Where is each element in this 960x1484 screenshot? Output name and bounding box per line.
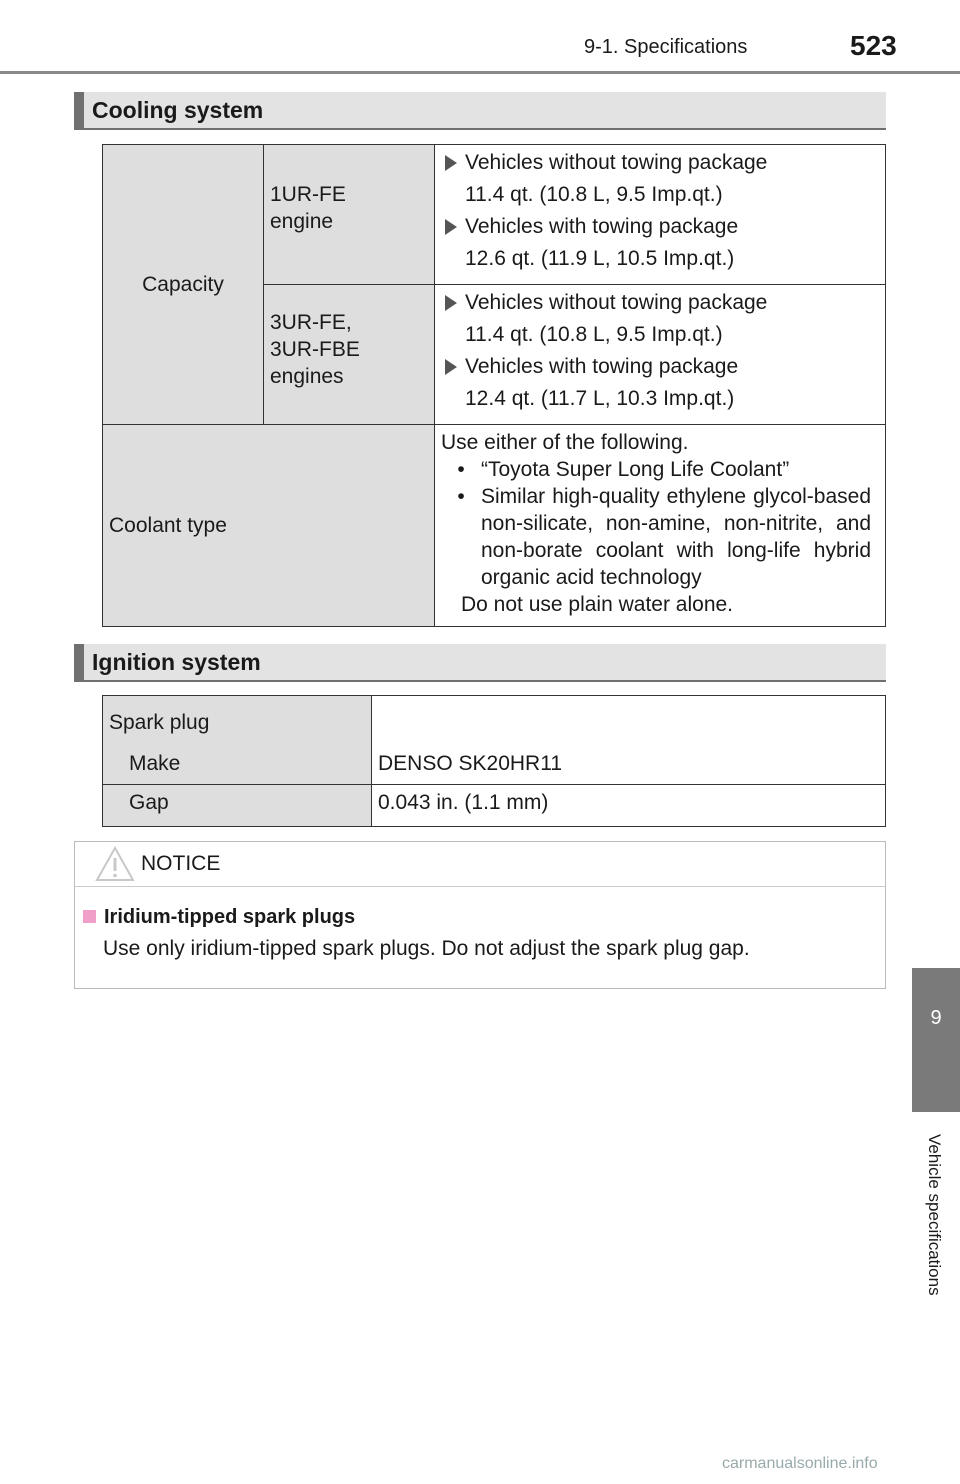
chapter-label: Vehicle specifications [925,1134,944,1296]
ignition-section-heading [74,644,886,682]
cooling-table [102,144,886,627]
engine2-label: 3UR-FE, 3UR-FBE engines [270,311,360,388]
chapter-number: 9 [912,968,960,1112]
capacity-value: 11.4 qt. (10.8 L, 9.5 Imp.qt.) [465,323,723,346]
triangle-bullet-icon [445,359,457,375]
engine1-values-cell [435,145,886,285]
ignition-table [102,695,886,827]
capacity-label: Capacity [142,272,224,296]
engine1-label: 1UR-FE engine [270,183,346,233]
header-rule [0,71,960,74]
capacity-value: 12.4 qt. (11.7 L, 10.3 Imp.qt.) [465,387,735,410]
engine2-cell [264,285,435,425]
make-label: Make [129,752,181,775]
make-value-cell [372,696,886,785]
capacity-value: 12.6 qt. (11.9 L, 10.5 Imp.qt.) [465,247,735,270]
ignition-section-title: Ignition system [92,649,261,675]
engine1-cell [264,145,435,285]
notice-title: NOTICE [141,852,221,875]
cooling-section-heading [74,92,886,130]
capacity-value: 11.4 qt. (10.8 L, 9.5 Imp.qt.) [465,183,723,206]
notice-box [74,841,886,989]
page-number: 523 [850,30,897,61]
coolant-values-cell [435,425,886,627]
side-chapter-tab [912,968,960,1412]
list-item: Vehicles without towing package [435,287,885,319]
gap-label-cell [103,785,372,827]
list-item: Vehicles with towing package [435,351,885,383]
section-title: 9-1. Specifications [584,36,748,58]
list-item: Vehicles with towing package [435,211,885,243]
triangle-bullet-icon [445,295,457,311]
spark-plug-label: Spark plug [109,711,210,734]
chapter-label-container [916,1134,956,1404]
capacity-label-cell [103,145,264,425]
notice-text: Use only iridium-tipped spark plugs. Do not adjust the spark plug gap. [103,937,750,960]
list-item: • “Toyota Super Long Life Coolant” [457,458,790,481]
notice-header [75,842,885,887]
gap-label: Gap [129,791,169,814]
notice-heading: Iridium-tipped spark plugs [83,906,355,929]
coolant-label-cell [103,425,435,627]
triangle-bullet-icon [445,155,457,171]
list-item: • Similar high-quality ethylene glycol-based non-silicate, non-amine, non-nitrite, and non-borate coolant with long-life hybrid organic acid technology [457,485,871,589]
coolant-intro: Use either of the following. [441,431,689,454]
engine2-values-cell [435,285,886,425]
cooling-section-title: Cooling system [92,97,264,123]
list-item: Vehicles without towing package [435,147,885,179]
triangle-bullet-icon [445,219,457,235]
gap-value: 0.043 in. (1.1 mm) [378,791,549,814]
gap-value-cell [372,785,886,827]
coolant-note: Do not use plain water alone. [461,593,734,616]
square-bullet-icon [83,910,96,923]
warning-icon [95,846,135,882]
coolant-label: Coolant type [109,513,227,537]
watermark: carmanualsonline.info [722,1455,878,1472]
spark-plug-cell [103,696,372,785]
make-value: DENSO SK20HR11 [378,752,563,775]
